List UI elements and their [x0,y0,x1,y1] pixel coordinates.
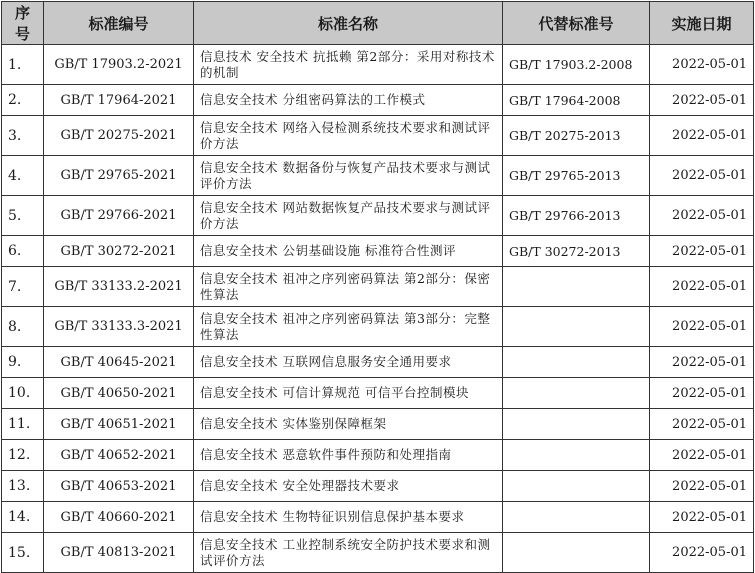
table-row [2,307,754,347]
table-row [2,85,754,116]
row-seq: 15. [2,533,44,573]
table-row [2,116,754,156]
row-name: 信息安全技术 分组密码算法的工作模式 [194,85,503,116]
row-code: GB/T 40660-2021 [44,502,194,533]
row-date: 2022-05-01 [650,267,754,307]
row-code: GB/T 20275-2021 [44,116,194,156]
row-code: GB/T 40813-2021 [44,533,194,573]
row-replace [503,267,650,307]
standards-table-container [1,1,754,573]
row-name: 信息技术 安全技术 抗抵赖 第2部分：采用对称技术的机制 [194,45,503,85]
row-name: 信息安全技术 网络入侵检测系统技术要求和测试评价方法 [194,116,503,156]
row-replace: GB/T 20275-2013 [503,116,650,156]
header-date: 实施日期 [650,2,754,45]
table-row [2,156,754,196]
row-code: GB/T 40645-2021 [44,347,194,378]
row-code: GB/T 40650-2021 [44,378,194,409]
row-name: 信息安全技术 祖冲之序列密码算法 第2部分：保密性算法 [194,267,503,307]
standards-table [1,1,754,573]
row-name: 信息安全技术 互联网信息服务安全通用要求 [194,347,503,378]
row-date: 2022-05-01 [650,236,754,267]
row-code: GB/T 40653-2021 [44,471,194,502]
table-row [2,196,754,236]
row-seq: 7. [2,267,44,307]
row-date: 2022-05-01 [650,45,754,85]
row-seq: 4. [2,156,44,196]
row-date: 2022-05-01 [650,307,754,347]
row-replace [503,378,650,409]
row-code: GB/T 29766-2021 [44,196,194,236]
row-name: 信息安全技术 安全处理器技术要求 [194,471,503,502]
row-name: 信息安全技术 工业控制系统安全防护技术要求和测试评价方法 [194,533,503,573]
row-replace [503,440,650,471]
table-row [2,533,754,573]
row-code: GB/T 30272-2021 [44,236,194,267]
row-seq: 14. [2,502,44,533]
table-row [2,378,754,409]
row-code: GB/T 33133.2-2021 [44,267,194,307]
row-name: 信息安全技术 公钥基础设施 标准符合性测评 [194,236,503,267]
row-code: GB/T 17903.2-2021 [44,45,194,85]
row-replace [503,471,650,502]
table-row [2,440,754,471]
row-replace [503,409,650,440]
table-row [2,471,754,502]
row-name: 信息安全技术 数据备份与恢复产品技术要求与测试评价方法 [194,156,503,196]
row-name: 信息安全技术 生物特征识别信息保护基本要求 [194,502,503,533]
row-seq: 12. [2,440,44,471]
table-row [2,347,754,378]
header-replace: 代替标准号 [503,2,650,45]
table-row [2,236,754,267]
row-date: 2022-05-01 [650,85,754,116]
row-date: 2022-05-01 [650,116,754,156]
row-seq: 9. [2,347,44,378]
row-date: 2022-05-01 [650,533,754,573]
row-seq: 11. [2,409,44,440]
row-replace [503,347,650,378]
row-seq: 8. [2,307,44,347]
row-seq: 2. [2,85,44,116]
header-seq: 序号 [2,2,44,45]
row-code: GB/T 29765-2021 [44,156,194,196]
row-name: 信息安全技术 可信计算规范 可信平台控制模块 [194,378,503,409]
row-code: GB/T 17964-2021 [44,85,194,116]
header-code: 标准编号 [44,2,194,45]
row-replace: GB/T 29765-2013 [503,156,650,196]
row-replace: GB/T 30272-2013 [503,236,650,267]
table-row [2,502,754,533]
header-name: 标准名称 [194,2,503,45]
row-date: 2022-05-01 [650,347,754,378]
row-date: 2022-05-01 [650,196,754,236]
row-name: 信息安全技术 网站数据恢复产品技术要求与测试评价方法 [194,196,503,236]
row-code: GB/T 40652-2021 [44,440,194,471]
table-row [2,45,754,85]
row-name: 信息安全技术 实体鉴别保障框架 [194,409,503,440]
row-date: 2022-05-01 [650,156,754,196]
row-code: GB/T 40651-2021 [44,409,194,440]
row-seq: 6. [2,236,44,267]
row-seq: 3. [2,116,44,156]
row-date: 2022-05-01 [650,502,754,533]
table-row [2,267,754,307]
row-name: 信息安全技术 恶意软件事件预防和处理指南 [194,440,503,471]
row-replace [503,502,650,533]
row-seq: 10. [2,378,44,409]
row-date: 2022-05-01 [650,378,754,409]
row-seq: 5. [2,196,44,236]
table-row [2,409,754,440]
table-header-row [2,2,754,45]
row-date: 2022-05-01 [650,440,754,471]
row-name: 信息安全技术 祖冲之序列密码算法 第3部分：完整性算法 [194,307,503,347]
row-replace: GB/T 17903.2-2008 [503,45,650,85]
row-date: 2022-05-01 [650,409,754,440]
row-replace: GB/T 17964-2008 [503,85,650,116]
row-date: 2022-05-01 [650,471,754,502]
row-replace [503,533,650,573]
row-seq: 1. [2,45,44,85]
row-replace [503,307,650,347]
row-replace: GB/T 29766-2013 [503,196,650,236]
row-code: GB/T 33133.3-2021 [44,307,194,347]
row-seq: 13. [2,471,44,502]
